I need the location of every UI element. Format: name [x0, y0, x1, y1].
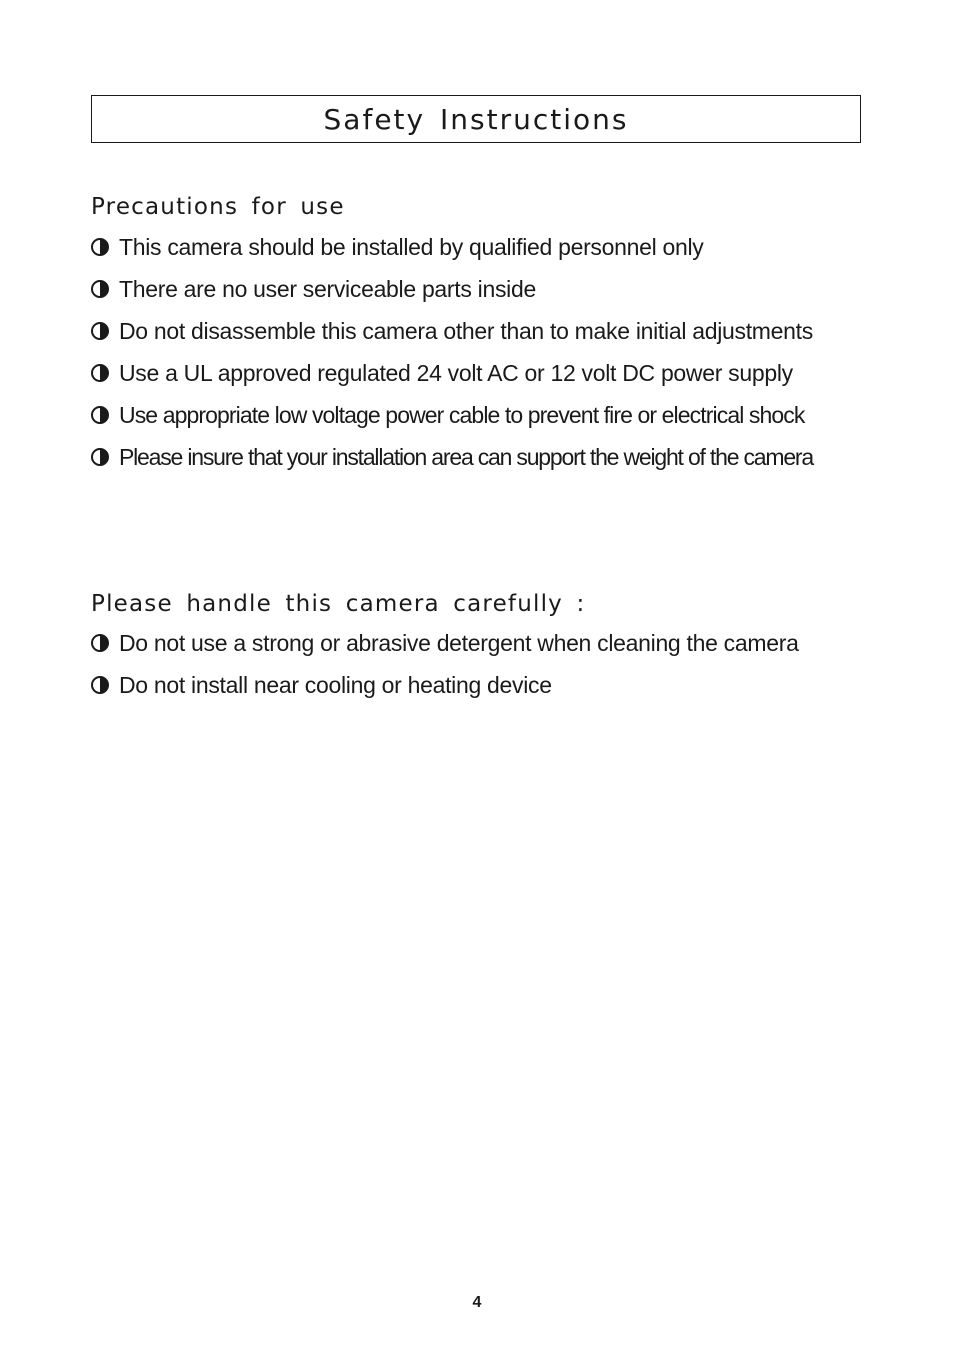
half-filled-circle-icon [91, 676, 109, 694]
list-item-text: Do not disassemble this camera other than to make initial adjustments [119, 317, 813, 344]
half-filled-circle-icon [91, 364, 109, 382]
list-item-text: Do not use a strong or abrasive detergent when cleaning the camera [119, 629, 799, 656]
page-title: Safety Instructions [323, 102, 629, 136]
precautions-list [91, 226, 813, 478]
list-item-text: Use a UL approved regulated 24 volt AC or 12 volt DC power supply [119, 359, 793, 386]
list-item-text: There are no user serviceable parts inside [119, 275, 536, 302]
page-number: 4 [472, 1294, 482, 1311]
list-item [91, 226, 813, 268]
list-item-text: Do not install near cooling or heating device [119, 671, 552, 698]
half-filled-circle-icon [91, 634, 109, 652]
half-filled-circle-icon [91, 280, 109, 298]
list-item [91, 394, 813, 436]
precautions-heading: Precautions for use [91, 194, 345, 220]
list-item-text: Use appropriate low voltage power cable to prevent fire or electrical shock [119, 401, 805, 428]
half-filled-circle-icon [91, 448, 109, 466]
half-filled-circle-icon [91, 322, 109, 340]
list-item [91, 352, 813, 394]
list-item [91, 268, 813, 310]
list-item [91, 664, 799, 706]
handling-list [91, 622, 799, 706]
list-item [91, 310, 813, 352]
list-item [91, 622, 799, 664]
list-item-text: Please insure that your installation area can support the weight of the camera [119, 443, 813, 470]
handling-heading: Please handle this camera carefully : [91, 591, 586, 617]
list-item-text: This camera should be installed by qualified personnel only [119, 233, 704, 260]
list-item [91, 436, 813, 478]
title-box [91, 95, 861, 143]
half-filled-circle-icon [91, 406, 109, 424]
half-filled-circle-icon [91, 238, 109, 256]
